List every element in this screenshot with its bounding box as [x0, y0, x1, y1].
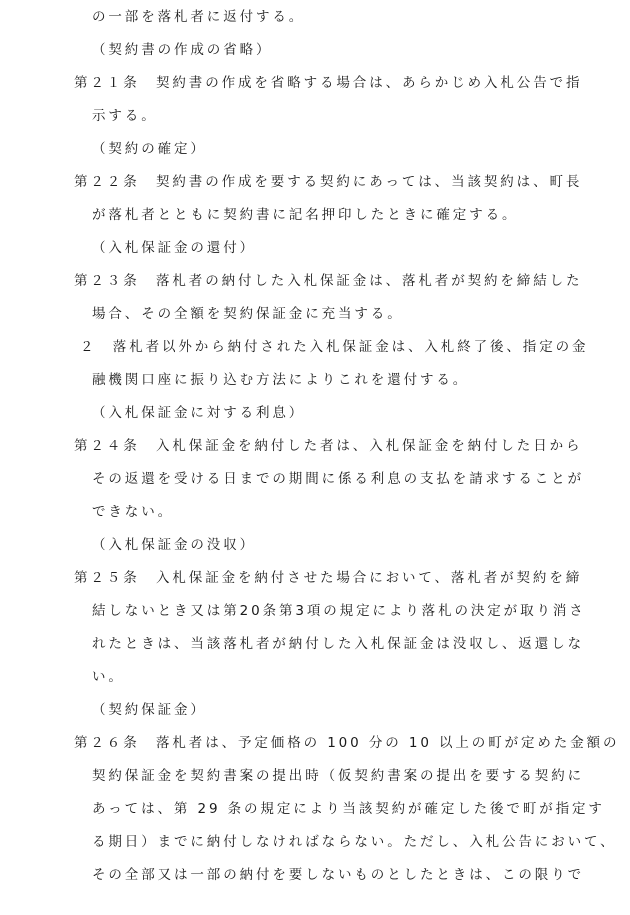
article-23: 第２３条 落札者の納付した入札保証金は、落札者が契約を締結した	[74, 273, 583, 289]
article-24: 第２４条 入札保証金を納付した者は、入札保証金を納付した日から	[74, 438, 583, 454]
paragraph-2: ２ 落札者以外から納付された入札保証金は、入札終了後、指定の金	[80, 339, 589, 355]
text-line: その全部又は一部の納付を要しないものとしたときは、この限りで	[92, 867, 584, 883]
article-21: 第２１条 契約書の作成を省略する場合は、あらかじめ入札公告で指	[74, 75, 583, 91]
section-heading: （入札保証金の還付）	[92, 240, 256, 256]
section-heading: （入札保証金に対する利息）	[92, 405, 306, 421]
text-line: れたときは、当該落札者が納付した入札保証金は没収し、返還しな	[92, 636, 584, 652]
text-line: の一部を落札者に返付する。	[92, 9, 306, 25]
text-line: 契約保証金を契約書案の提出時（仮契約書案の提出を要する契約に	[92, 768, 584, 784]
section-heading: （契約保証金）	[92, 702, 207, 718]
article-22: 第２２条 契約書の作成を要する契約にあっては、当該契約は、町長	[74, 174, 583, 190]
section-heading: （契約の確定）	[92, 141, 207, 157]
text-line: 示する。	[92, 108, 158, 124]
text-line: 結しないとき又は第20条第3項の規定により落札の決定が取り消さ	[92, 603, 586, 619]
text-line: る期日）までに納付しなければならない。ただし、入札公告において、	[92, 834, 617, 850]
text-line: 融機関口座に振り込む方法によりこれを還付する。	[92, 372, 470, 388]
text-line: できない。	[92, 504, 174, 520]
text-line: 場合、その全額を契約保証金に充当する。	[92, 306, 404, 322]
article-25: 第２５条 入札保証金を納付させた場合において、落札者が契約を締	[74, 570, 583, 586]
article-26: 第２６条 落札者は、予定価格の 100 分の 10 以上の町が定めた金額の	[74, 735, 620, 751]
text-line: あっては、第 29 条の規定により当該契約が確定した後で町が指定す	[92, 801, 605, 817]
text-line: その返還を受ける日までの期間に係る利息の支払を請求することが	[92, 471, 584, 487]
text-line: が落札者とともに契約書に記名押印したときに確定する。	[92, 207, 519, 223]
section-heading: （入札保証金の没収）	[92, 537, 256, 553]
text-line: い。	[92, 669, 125, 685]
section-heading: （契約書の作成の省略）	[92, 42, 273, 58]
